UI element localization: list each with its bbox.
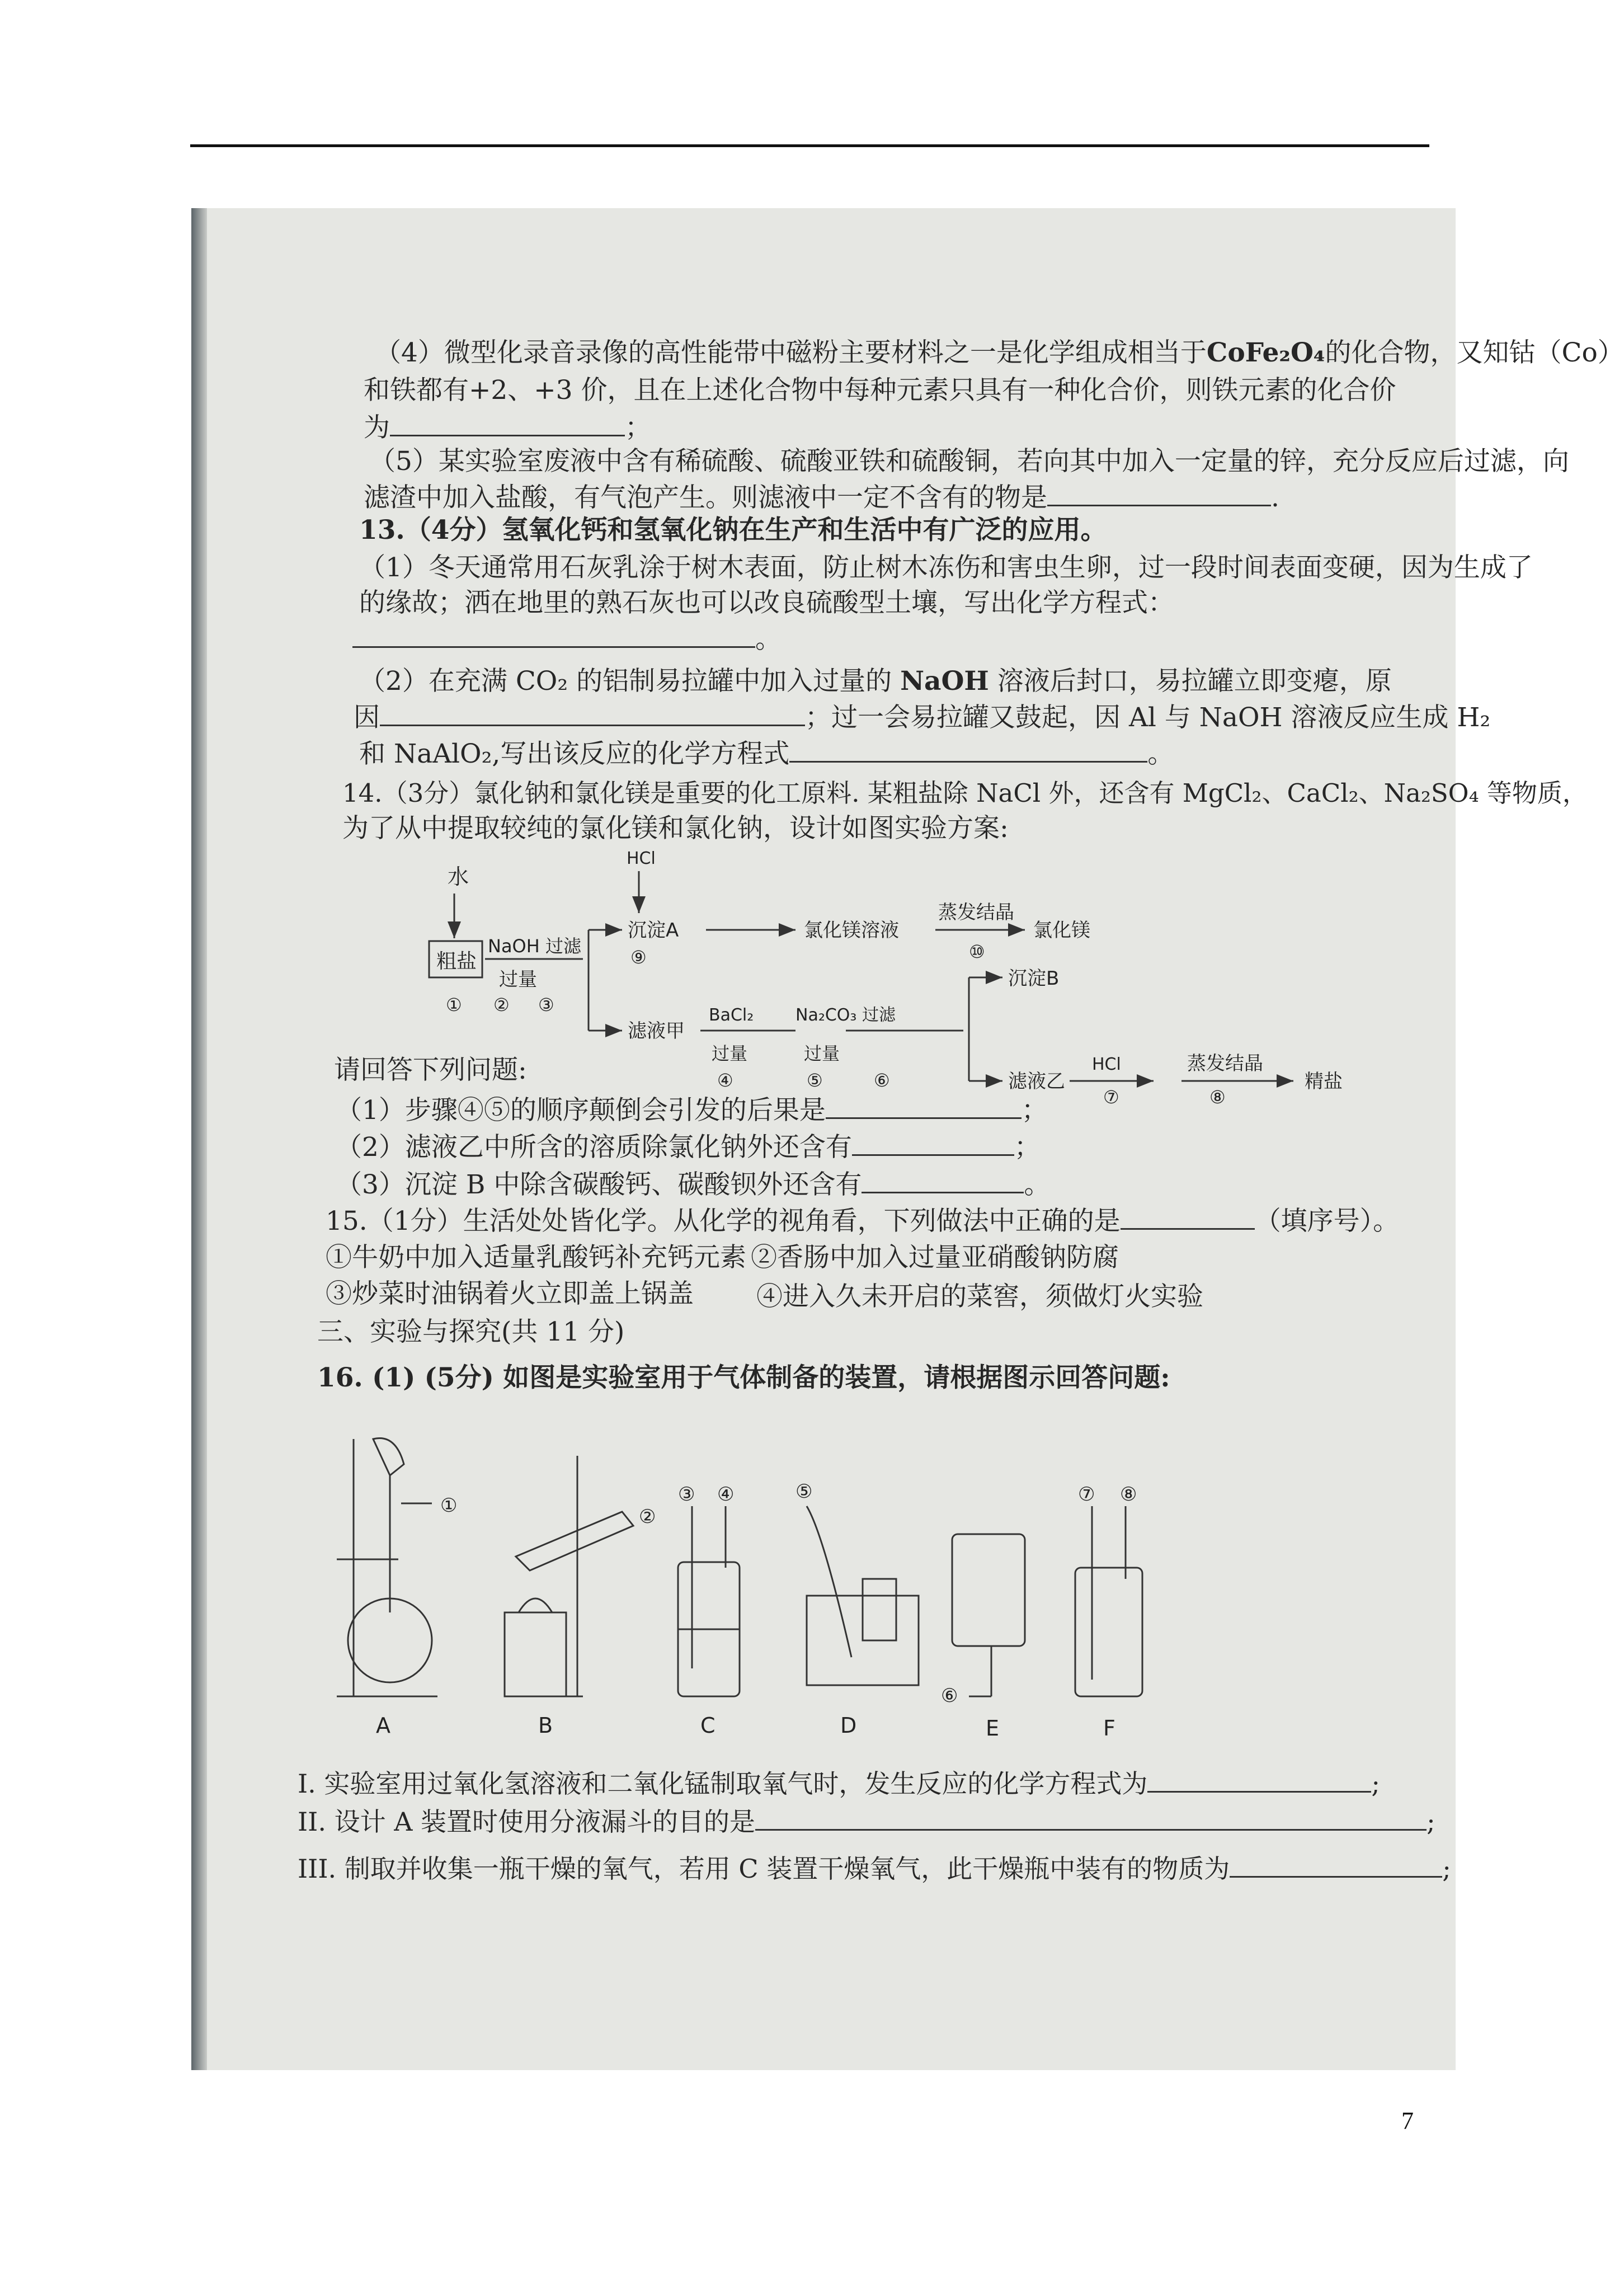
flow-precip-b: 沉淀B — [1008, 967, 1060, 990]
step-3: ③ — [538, 994, 554, 1015]
answer-blank[interactable] — [789, 739, 1147, 763]
flow-evap1: 蒸发结晶 — [938, 901, 1014, 924]
answer-blank[interactable] — [390, 412, 625, 436]
q12-4-line3: 为 ； — [364, 412, 651, 443]
answer-blank[interactable] — [1121, 1206, 1255, 1230]
flow-hcl-top: HCl — [627, 849, 656, 868]
q15-opt1: ①牛奶中加入适量乳酸钙补充钙元素 — [326, 1242, 746, 1273]
port-2: ② — [639, 1506, 656, 1528]
exam-page-photo — [191, 208, 1624, 2070]
step-9: ⑨ — [630, 947, 647, 968]
q14-line2: 为了从中提取较纯的氯化镁和氯化钠，设计如图实验方案: — [342, 813, 1009, 844]
photo-edge-shadow — [191, 208, 207, 2070]
q13-1-line1: （1）冬天通常用石灰乳涂于树木表面，防止树木冻伤和害虫生卵，过一段时间表面变硬，因为生成了 — [359, 552, 1533, 583]
q16-title: 16. (1) (5分) 如图是实验室用于气体制备的装置，请根据图示回答问题: — [317, 1362, 1170, 1393]
step-4: ④ — [717, 1070, 733, 1091]
q14-a1: （1）步骤④⑤的顺序颠倒会引发的后果是 ； — [336, 1095, 1048, 1126]
header-rule — [190, 144, 1429, 147]
port-4: ④ — [717, 1483, 735, 1506]
q13-1-line3: 。 — [352, 622, 782, 657]
flow-na2co3: Na₂CO₃ 过滤 — [795, 1005, 896, 1025]
q14-line1: 14.（3分）氯化钠和氯化镁是重要的化工原料. 某粗盐除 NaCl 外，还含有 MgCl₂、CaCl₂、Na₂SO₄ 等物质， — [342, 778, 1588, 808]
answer-blank[interactable] — [862, 1169, 1024, 1193]
flow-precip-a: 沉淀A — [628, 919, 679, 942]
apparatus-label-f: F — [1103, 1716, 1115, 1741]
q13-1-line2: 的缘故；洒在地里的熟石灰也可以改良硫酸型土壤，写出化学方程式： — [359, 587, 1174, 618]
q13-2-line2: 因 ；过一会易拉罐又鼓起，因 Al 与 NaOH 溶液反应生成 H₂ — [354, 702, 1491, 733]
flow-fine-salt: 精盐 — [1305, 1070, 1343, 1093]
flow-crude-salt: 粗盐 — [436, 950, 477, 973]
flow-evap2: 蒸发结晶 — [1187, 1052, 1263, 1075]
port-6: ⑥ — [941, 1685, 958, 1707]
q15-opt2: ②香肠中加入过量亚硝酸钠防腐 — [751, 1242, 1119, 1273]
step-1: ① — [446, 994, 462, 1015]
flow-naoh: NaOH 过滤 — [488, 935, 581, 957]
apparatus-label-c: C — [700, 1713, 715, 1738]
q13-2-line1: （2）在充满 CO₂ 的铝制易拉罐中加入过量的 NaOH 溶液后封口，易拉罐立即变瘪，原 — [359, 666, 1392, 697]
port-7: ⑦ — [1078, 1483, 1095, 1506]
q16-iii: III. 制取并收集一瓶干燥的氧气，若用 C 装置干燥氧气，此干燥瓶中装有的物质为 ; — [298, 1854, 1451, 1884]
port-1: ① — [440, 1494, 458, 1517]
apparatus-label-b: B — [538, 1713, 553, 1738]
q14-answer-intro: 请回答下列问题: — [334, 1055, 527, 1085]
answer-blank[interactable] — [826, 1095, 1022, 1119]
flow-filtrate-jia: 滤液甲 — [628, 1020, 685, 1042]
q14-a3: （3）沉淀 B 中除含碳酸钙、碳酸钡外还含有 。 — [336, 1169, 1051, 1200]
step-7: ⑦ — [1103, 1087, 1119, 1108]
port-8: ⑧ — [1120, 1483, 1137, 1506]
q12-5-line2: 滤渣中加入盐酸，有气泡产生。则滤液中一定不含有的物是 . — [364, 482, 1279, 513]
q15-opt3: ③炒菜时油锅着火立即盖上锅盖 — [326, 1278, 694, 1309]
step-5: ⑤ — [807, 1070, 823, 1091]
answer-blank[interactable] — [1047, 482, 1271, 506]
answer-blank[interactable] — [852, 1132, 1014, 1156]
q12-4-line1: （4）微型化录音录像的高性能带中磁粉主要材料之一是化学组成相当于CoFe₂O₄的化合物，又知钴（Co） — [375, 337, 1624, 368]
flow-hcl-bottom: HCl — [1092, 1055, 1121, 1074]
section-3-heading: 三、实验与探究(共 11 分) — [317, 1316, 625, 1347]
flow-excess2: 过量 — [712, 1043, 748, 1064]
answer-blank[interactable] — [755, 1807, 1427, 1831]
port-3: ③ — [678, 1483, 695, 1506]
apparatus-diagram — [320, 1422, 1215, 1741]
q16-i: I. 实验室用过氧化氢溶液和二氧化锰制取氧气时，发生反应的化学方程式为 ; — [298, 1769, 1380, 1799]
q13-title: 13.（4分）氢氧化钙和氢氧化钠在生产和生活中有广泛的应用。 — [359, 515, 1107, 546]
flow-water: 水 — [448, 864, 469, 889]
flow-diagram — [404, 840, 1343, 1109]
apparatus-label-d: D — [840, 1713, 857, 1738]
apparatus-label-e: E — [986, 1716, 1000, 1741]
flow-excess1: 过量 — [499, 968, 537, 991]
flow-mgcl2-solution: 氯化镁溶液 — [804, 919, 899, 942]
step-8: ⑧ — [1209, 1087, 1226, 1108]
answer-blank[interactable] — [352, 624, 755, 648]
q16-ii: II. 设计 A 装置时使用分液漏斗的目的是 ; — [298, 1807, 1435, 1837]
flow-excess3: 过量 — [804, 1043, 840, 1064]
answer-blank[interactable] — [1230, 1854, 1442, 1878]
step-2: ② — [493, 994, 510, 1015]
q13-2-line3: 和 NaAlO₂,写出该反应的化学方程式 。 — [359, 739, 1174, 769]
page-number: 7 — [1401, 2107, 1414, 2134]
q15-line1: 15.（1分）生活处处皆化学。从化学的视角看，下列做法中正确的是 （填序号）。 — [326, 1206, 1400, 1236]
answer-blank[interactable] — [380, 702, 805, 726]
port-5: ⑤ — [795, 1480, 813, 1503]
q12-5-line1: （5）某实验室废液中含有稀硫酸、硫酸亚铁和硫酸铜，若向其中加入一定量的锌，充分反应后过滤，向 — [369, 446, 1569, 477]
apparatus-label-a: A — [376, 1713, 390, 1738]
q14-a2: （2）滤液乙中所含的溶质除氯化钠外还含有 ； — [336, 1132, 1041, 1163]
answer-blank[interactable] — [1147, 1769, 1371, 1793]
q15-opt4: ④进入久未开启的菜窖，须做灯火实验 — [756, 1281, 1203, 1312]
flow-filtrate-yi: 滤液乙 — [1008, 1070, 1065, 1093]
flow-mgcl2: 氯化镁 — [1033, 919, 1090, 942]
q12-4-line2: 和铁都有+2、+3 价，且在上述化合物中每种元素只具有一种化合价，则铁元素的化合价 — [364, 375, 1396, 406]
step-6: ⑥ — [874, 1070, 890, 1091]
flow-bacl2: BaCl₂ — [709, 1005, 754, 1025]
step-10: ⑩ — [969, 941, 985, 962]
